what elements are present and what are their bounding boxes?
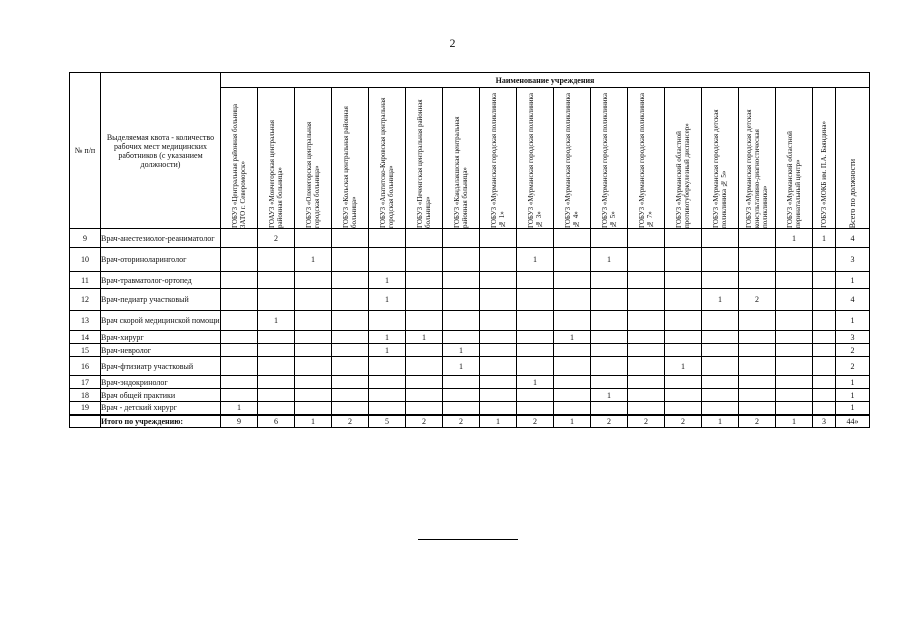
quota-cell [406, 376, 443, 389]
quota-cell [258, 344, 295, 357]
quota-cell: 1 [369, 331, 406, 344]
quota-cell [480, 389, 517, 402]
quota-cell [221, 331, 258, 344]
quota-cell [332, 376, 369, 389]
quota-cell [739, 344, 776, 357]
quota-cell: 1 [369, 344, 406, 357]
row-number: 17 [70, 376, 101, 389]
table-row [70, 331, 870, 344]
quota-cell [665, 402, 702, 415]
position-name: Врач скорой медицинской помощи [101, 311, 221, 331]
quota-cell [665, 331, 702, 344]
position-header: Выделяемая квота - количество рабочих мест медицинских работников (с указанием должности) [101, 73, 221, 229]
quota-cell [295, 289, 332, 311]
quota-cell [554, 229, 591, 248]
institution-header [258, 88, 295, 229]
quota-cell [702, 331, 739, 344]
quota-cell: 1 [369, 272, 406, 289]
table-row [70, 376, 870, 389]
quota-cell [628, 357, 665, 376]
institution-total: 1 [776, 415, 813, 428]
quota-cell [813, 289, 836, 311]
quota-cell [554, 311, 591, 331]
quota-cell [332, 389, 369, 402]
institution-total: 1 [295, 415, 332, 428]
quota-cell [332, 248, 369, 272]
quota-cell [480, 402, 517, 415]
institution-name: ГОБУЗ «Мурманская городская поликлиника № 3» [527, 93, 543, 228]
institution-total: 1 [702, 415, 739, 428]
quota-cell [813, 331, 836, 344]
quota-cell [332, 289, 369, 311]
quota-cell [517, 389, 554, 402]
row-number: 15 [70, 344, 101, 357]
quota-cell [258, 389, 295, 402]
quota-cell [591, 289, 628, 311]
position-name: Врач - детский хирург [101, 402, 221, 415]
institution-header [739, 88, 776, 229]
quota-cell [258, 357, 295, 376]
quota-cell [295, 229, 332, 248]
position-name: Врач-невролог [101, 344, 221, 357]
row-total: 3 [836, 248, 870, 272]
quota-cell [702, 357, 739, 376]
quota-cell [628, 229, 665, 248]
quota-cell [406, 229, 443, 248]
quota-cell [739, 389, 776, 402]
quota-cell [813, 357, 836, 376]
institution-total: 2 [665, 415, 702, 428]
institution-name: ГОБУЗ «Мурманская городская поликлиника № 4» [564, 93, 580, 228]
quota-cell [702, 344, 739, 357]
quota-cell [517, 229, 554, 248]
quota-cell: 1 [517, 376, 554, 389]
quota-cell [221, 289, 258, 311]
row-number: 9 [70, 229, 101, 248]
quota-cell: 1 [702, 289, 739, 311]
quota-cell [702, 229, 739, 248]
quota-cell [739, 331, 776, 344]
quota-table [69, 72, 870, 428]
row-total: 1 [836, 376, 870, 389]
institution-total: 2 [739, 415, 776, 428]
table-row [70, 289, 870, 311]
quota-cell [406, 272, 443, 289]
quota-cell [628, 272, 665, 289]
quota-cell [554, 248, 591, 272]
quota-cell [776, 272, 813, 289]
quota-cell [332, 229, 369, 248]
institution-total: 2 [517, 415, 554, 428]
quota-cell [702, 402, 739, 415]
institution-header [813, 88, 836, 229]
institution-header [221, 88, 258, 229]
quota-cell [443, 331, 480, 344]
institution-name: ГОБУЗ «Оленегорская центральная городская больница» [305, 121, 321, 228]
quota-cell [665, 376, 702, 389]
quota-cell [221, 311, 258, 331]
quota-cell [295, 331, 332, 344]
quota-cell [628, 389, 665, 402]
quota-cell [443, 248, 480, 272]
institution-name: ГОБУЗ «Апатитско-Кировская центральная городская больница» [379, 97, 395, 228]
institution-total: 2 [406, 415, 443, 428]
quota-cell [554, 289, 591, 311]
quota-cell [813, 402, 836, 415]
quota-cell [591, 357, 628, 376]
institution-name: ГОАУЗ «Мончегорская центральная районная больница» [268, 120, 284, 228]
quota-cell: 1 [591, 248, 628, 272]
institutions-header: Наименование учреждения [221, 73, 870, 88]
quota-cell: 1 [665, 357, 702, 376]
quota-cell [702, 272, 739, 289]
quota-cell [739, 402, 776, 415]
quota-cell [517, 344, 554, 357]
grand-total: 44» [836, 415, 870, 428]
table-row [70, 248, 870, 272]
totals-label: Итого по учреждению: [101, 415, 221, 428]
quota-cell [332, 357, 369, 376]
position-name: Врач-травматолог-ортопед [101, 272, 221, 289]
quota-cell [480, 248, 517, 272]
table-row [70, 344, 870, 357]
position-name: Врач-анестезиолог-реаниматолог [101, 229, 221, 248]
quota-cell [554, 272, 591, 289]
quota-cell [628, 376, 665, 389]
quota-cell [591, 331, 628, 344]
table-row [70, 229, 870, 248]
quota-cell [332, 402, 369, 415]
quota-cell [628, 311, 665, 331]
quota-cell [517, 311, 554, 331]
quota-cell [406, 389, 443, 402]
quota-cell [295, 376, 332, 389]
quota-cell [517, 357, 554, 376]
quota-cell [221, 376, 258, 389]
institution-total: 1 [554, 415, 591, 428]
quota-cell [739, 272, 776, 289]
quota-cell [776, 311, 813, 331]
quota-cell [739, 248, 776, 272]
quota-cell [776, 248, 813, 272]
quota-cell: 1 [776, 229, 813, 248]
institution-name: ГОБУЗ «МОКБ им. П.А. Баяндина» [820, 121, 828, 228]
quota-cell [665, 248, 702, 272]
totals-row [70, 415, 870, 428]
quota-cell [406, 289, 443, 311]
position-name: Врач общей практики [101, 389, 221, 402]
quota-cell [369, 357, 406, 376]
quota-cell [628, 331, 665, 344]
row-total: 2 [836, 344, 870, 357]
quota-cell [406, 402, 443, 415]
institution-header [369, 88, 406, 229]
quota-cell [443, 229, 480, 248]
quota-cell [554, 402, 591, 415]
totals-number-cell [70, 415, 101, 428]
quota-cell [776, 402, 813, 415]
quota-cell [406, 357, 443, 376]
institution-name: ГОБУЗ «Центральная районная больница ЗАТО г. Североморск» [231, 104, 247, 228]
quota-cell [628, 344, 665, 357]
row-total: 3 [836, 331, 870, 344]
quota-cell [369, 311, 406, 331]
institution-header [517, 88, 554, 229]
quota-cell: 1 [554, 331, 591, 344]
quota-cell [813, 389, 836, 402]
institution-total: 9 [221, 415, 258, 428]
row-total: 2 [836, 357, 870, 376]
quota-cell [702, 376, 739, 389]
quota-cell [739, 229, 776, 248]
quota-cell [554, 344, 591, 357]
quota-cell [258, 402, 295, 415]
institution-name: ГОБУЗ «Мурманская городская поликлиника № 1» [490, 93, 506, 228]
institution-header [332, 88, 369, 229]
position-name: Врач-фтизиатр участковый [101, 357, 221, 376]
quota-cell [443, 389, 480, 402]
row-number: 14 [70, 331, 101, 344]
quota-cell [332, 331, 369, 344]
row-total: 1 [836, 272, 870, 289]
quota-cell [554, 357, 591, 376]
position-name: Врач-эндокринолог [101, 376, 221, 389]
institution-header [702, 88, 739, 229]
quota-cell [517, 272, 554, 289]
quota-cell [628, 402, 665, 415]
quota-cell [258, 289, 295, 311]
quota-cell [776, 357, 813, 376]
row-total: 4 [836, 229, 870, 248]
institution-header [776, 88, 813, 229]
institution-name: ГОБУЗ «Мурманская городская детская консультативно-диагностическая поликлиника» [745, 109, 769, 228]
row-number: 19 [70, 402, 101, 415]
quota-cell [517, 331, 554, 344]
quota-cell [369, 229, 406, 248]
quota-cell [480, 289, 517, 311]
institution-total: 2 [443, 415, 480, 428]
quota-cell [591, 272, 628, 289]
quota-cell [258, 376, 295, 389]
institution-total: 6 [258, 415, 295, 428]
quota-cell [221, 248, 258, 272]
quota-cell [813, 344, 836, 357]
quota-cell [443, 402, 480, 415]
quota-cell [591, 311, 628, 331]
institution-name: ГОБУЗ «Мурманская городская детская поликлиника № 5» [712, 109, 728, 228]
quota-cell [591, 229, 628, 248]
quota-cell [813, 248, 836, 272]
quota-cell: 1 [443, 344, 480, 357]
institution-name: ГОБУЗ «Мурманская городская поликлиника № 7» [638, 93, 654, 228]
quota-cell [480, 311, 517, 331]
table-row [70, 311, 870, 331]
quota-cell [776, 289, 813, 311]
institution-header [406, 88, 443, 229]
quota-cell: 1 [258, 311, 295, 331]
institution-name: ГОБУЗ «Кольская центральная районная больница» [342, 106, 358, 228]
quota-cell: 1 [221, 402, 258, 415]
institution-total: 2 [332, 415, 369, 428]
quota-cell [406, 344, 443, 357]
quota-cell [813, 311, 836, 331]
quota-cell [221, 229, 258, 248]
row-number: 18 [70, 389, 101, 402]
table-row [70, 357, 870, 376]
page-number: 2 [449, 36, 456, 50]
quota-cell [443, 272, 480, 289]
quota-cell [480, 331, 517, 344]
institution-name: ГОБУЗ «Печенгская центральная районная больница» [416, 99, 432, 228]
quota-cell [295, 272, 332, 289]
quota-cell [369, 376, 406, 389]
quota-cell: 1 [406, 331, 443, 344]
institution-total: 5 [369, 415, 406, 428]
quota-cell [221, 357, 258, 376]
institution-name: ГОБУЗ «Кандалакшская центральная районная больница» [453, 116, 469, 228]
quota-cell: 1 [443, 357, 480, 376]
quota-cell [295, 402, 332, 415]
quota-cell [221, 389, 258, 402]
institution-total: 2 [628, 415, 665, 428]
footer-divider [418, 539, 518, 540]
quota-cell: 1 [295, 248, 332, 272]
quota-cell [295, 311, 332, 331]
quota-cell [739, 357, 776, 376]
quota-cell [295, 357, 332, 376]
row-total: 1 [836, 402, 870, 415]
quota-cell [332, 344, 369, 357]
quota-cell [443, 289, 480, 311]
quota-cell [332, 272, 369, 289]
quota-cell [406, 248, 443, 272]
quota-cell [665, 389, 702, 402]
total-header-label: Всего по должности [847, 158, 857, 228]
row-number: 13 [70, 311, 101, 331]
quota-cell [665, 289, 702, 311]
row-number: 10 [70, 248, 101, 272]
quota-cell [443, 311, 480, 331]
institution-name: ГОБУЗ «Мурманская городская поликлиника № 5» [601, 93, 617, 228]
quota-cell [517, 289, 554, 311]
row-number: 12 [70, 289, 101, 311]
quota-cell [480, 376, 517, 389]
table-body [70, 73, 870, 428]
quota-cell [591, 402, 628, 415]
quota-cell [221, 344, 258, 357]
quota-cell [480, 229, 517, 248]
total-header [836, 88, 870, 229]
quota-cell [332, 311, 369, 331]
quota-cell [258, 331, 295, 344]
quota-cell [776, 331, 813, 344]
position-name: Врач-хирург [101, 331, 221, 344]
quota-cell [665, 311, 702, 331]
quota-cell [665, 229, 702, 248]
quota-cell [702, 389, 739, 402]
quota-cell [739, 311, 776, 331]
quota-cell [776, 376, 813, 389]
quota-cell: 1 [813, 229, 836, 248]
quota-cell [628, 289, 665, 311]
quota-cell [517, 402, 554, 415]
row-total: 1 [836, 389, 870, 402]
quota-cell: 1 [517, 248, 554, 272]
quota-cell [702, 311, 739, 331]
quota-cell [591, 344, 628, 357]
quota-cell: 1 [591, 389, 628, 402]
institution-header [665, 88, 702, 229]
quota-cell [813, 272, 836, 289]
quota-cell [776, 344, 813, 357]
quota-cell [221, 272, 258, 289]
institution-header [443, 88, 480, 229]
institution-total: 2 [591, 415, 628, 428]
quota-cell [739, 376, 776, 389]
quota-cell [369, 389, 406, 402]
row-total: 4 [836, 289, 870, 311]
table-row [70, 402, 870, 415]
quota-cell [480, 344, 517, 357]
quota-cell [258, 248, 295, 272]
institution-header [295, 88, 332, 229]
quota-cell [406, 311, 443, 331]
institution-name: ГОБУЗ «Мурманский областной перинатальный центр» [786, 131, 802, 228]
quota-cell [443, 376, 480, 389]
institution-total: 3 [813, 415, 836, 428]
quota-cell [480, 272, 517, 289]
quota-cell [480, 357, 517, 376]
num-header: № п/п [70, 73, 101, 229]
quota-cell: 2 [258, 229, 295, 248]
institution-header [554, 88, 591, 229]
quota-cell [554, 376, 591, 389]
quota-cell [591, 376, 628, 389]
quota-cell [813, 376, 836, 389]
quota-cell [665, 272, 702, 289]
table-row [70, 272, 870, 289]
quota-cell [665, 344, 702, 357]
row-number: 16 [70, 357, 101, 376]
quota-cell [369, 402, 406, 415]
table-row [70, 389, 870, 402]
quota-cell [295, 389, 332, 402]
institution-header [591, 88, 628, 229]
position-name: Врач-оториноларинголог [101, 248, 221, 272]
quota-cell [295, 344, 332, 357]
quota-cell [258, 272, 295, 289]
quota-cell: 1 [369, 289, 406, 311]
quota-cell [554, 389, 591, 402]
row-number: 11 [70, 272, 101, 289]
position-name: Врач-педиатр участковый [101, 289, 221, 311]
institution-total: 1 [480, 415, 517, 428]
institution-header [480, 88, 517, 229]
header-row-top [70, 73, 870, 88]
institution-header [628, 88, 665, 229]
row-total: 1 [836, 311, 870, 331]
quota-cell: 2 [739, 289, 776, 311]
quota-cell [776, 389, 813, 402]
institution-name: ГОБУЗ «Мурманский областной противотуберкулезный диспансер» [675, 123, 691, 228]
quota-cell [628, 248, 665, 272]
quota-cell [702, 248, 739, 272]
quota-cell [369, 248, 406, 272]
